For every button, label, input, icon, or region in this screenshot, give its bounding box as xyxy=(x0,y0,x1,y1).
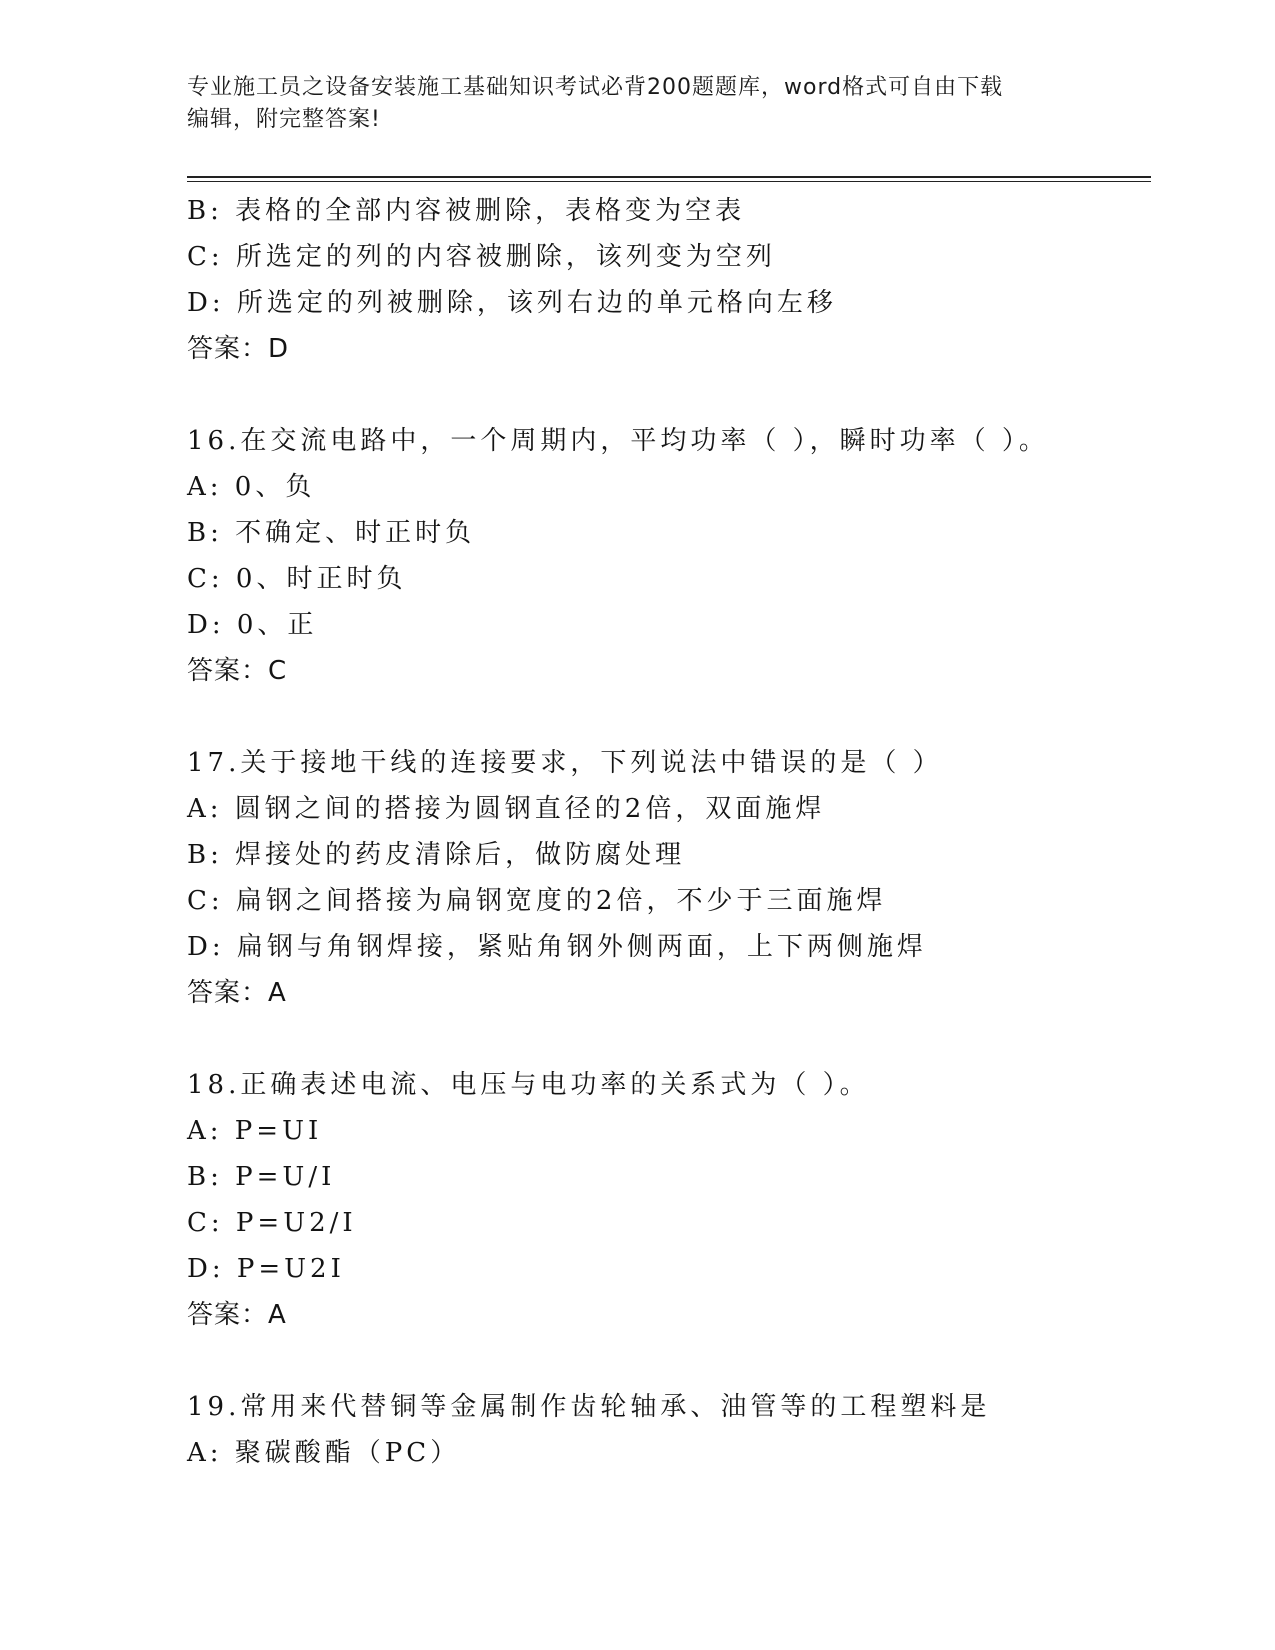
option-b: B: 不确定、时正时负 xyxy=(187,518,476,548)
question-stem: 17.关于接地干线的连接要求，下列说法中错误的是（ ） xyxy=(187,748,943,778)
question-block-16 xyxy=(187,418,1151,694)
option-c: C: 0、时正时负 xyxy=(187,564,407,594)
option-d: D: P=U2I xyxy=(187,1254,345,1284)
option-c: C: P=U2/I xyxy=(187,1208,357,1238)
question-block-19 xyxy=(187,1384,1151,1476)
option-a: A: 圆钢之间的搭接为圆钢直径的2倍，双面施焊 xyxy=(187,794,826,824)
question-block-18 xyxy=(187,1062,1151,1338)
question-block-15-partial xyxy=(187,188,1151,372)
option-b: B: 表格的全部内容被删除，表格变为空表 xyxy=(187,196,746,226)
question-block-17 xyxy=(187,740,1151,1016)
spacer xyxy=(187,694,1151,740)
answer-line: 答案：A xyxy=(187,1300,287,1330)
header-title-line-1: 专业施工员之设备安装施工基础知识考试必背200题题库，word格式可自由下载 xyxy=(187,75,1004,100)
question-stem: 16.在交流电路中，一个周期内，平均功率（ ），瞬时功率（ ）。 xyxy=(187,426,1049,456)
question-stem: 18.正确表述电流、电压与电功率的关系式为（ ）。 xyxy=(187,1070,870,1100)
question-stem: 19.常用来代替铜等金属制作齿轮轴承、油管等的工程塑料是 xyxy=(187,1392,991,1422)
answer-line: 答案：D xyxy=(187,334,290,364)
header-title-line-2: 编辑，附完整答案! xyxy=(187,107,381,132)
option-c: C: 扁钢之间搭接为扁钢宽度的2倍，不少于三面施焊 xyxy=(187,886,887,916)
option-a: A: 0、负 xyxy=(187,472,316,502)
option-a: A: P=UI xyxy=(187,1116,323,1146)
spacer xyxy=(187,1016,1151,1062)
option-a: A: 聚碳酸酯（PC） xyxy=(187,1438,461,1468)
header-divider-thick xyxy=(187,176,1151,178)
option-b: B: P=U/I xyxy=(187,1162,336,1192)
document-header xyxy=(187,72,1087,136)
option-d: D: 扁钢与角钢焊接，紧贴角钢外侧两面，上下两侧施焊 xyxy=(187,932,927,962)
spacer xyxy=(187,1338,1151,1384)
option-d: D: 0、正 xyxy=(187,610,318,640)
answer-line: 答案：C xyxy=(187,656,288,686)
spacer xyxy=(187,372,1151,418)
option-d: D: 所选定的列被删除，该列右边的单元格向左移 xyxy=(187,288,837,318)
answer-line: 答案：A xyxy=(187,978,287,1008)
header-divider-thin xyxy=(187,181,1151,182)
option-b: B: 焊接处的药皮清除后，做防腐处理 xyxy=(187,840,686,870)
question-list xyxy=(187,188,1151,1476)
option-c: C: 所选定的列的内容被删除，该列变为空列 xyxy=(187,242,776,272)
